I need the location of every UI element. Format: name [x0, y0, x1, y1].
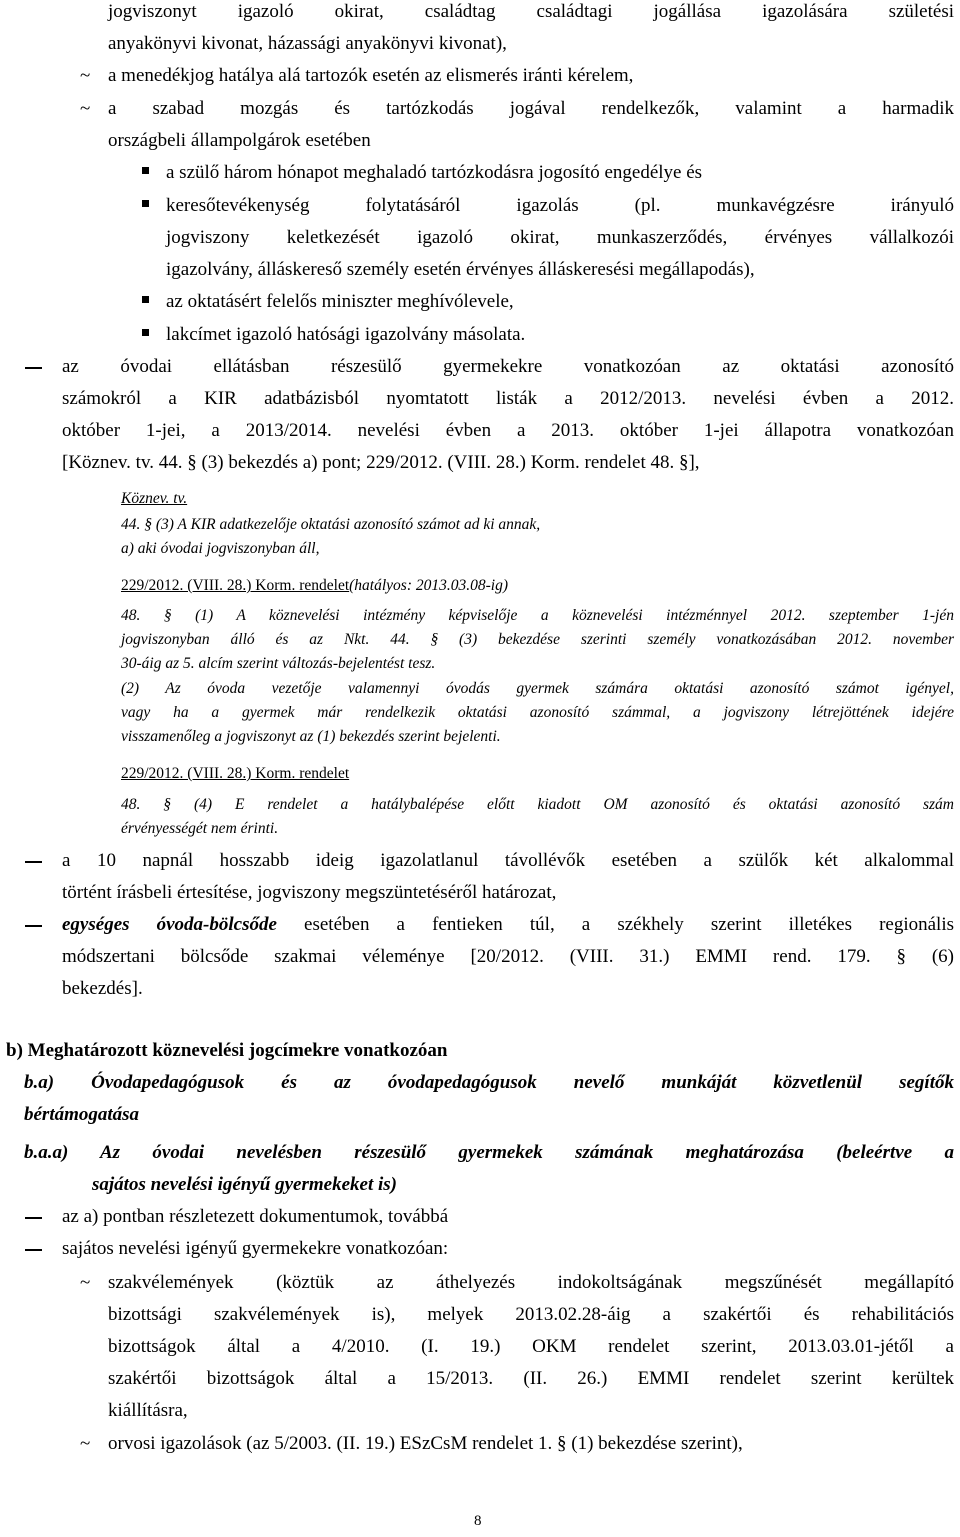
text-line: a 10 napnál hosszabb ideig igazolatlanul távollévők esetében a szülők két alkalommal	[62, 850, 954, 871]
dash-bullet	[25, 925, 42, 927]
section-heading: b) Meghatározott köznevelési jogcímekre vonatkozóan	[6, 1040, 448, 1061]
text-line: anyakönyvi kivonat, házassági anyakönyvi kivonat),	[108, 33, 507, 54]
subsubsection-heading: sajátos nevelési igényű gyermekeket is)	[92, 1174, 397, 1195]
quote-line: vagy ha a gyermek már rendelkezik oktatási azonosító számmal, a jogviszony létrejöttének idejére	[121, 704, 954, 721]
text-line: az a) pontban részletezett dokumentumok, továbbá	[62, 1206, 449, 1227]
subsection-heading: b.a) Óvodapedagógusok és az óvodapedagógusok nevelő munkáját közvetlenül segítők	[24, 1072, 954, 1093]
dash-bullet	[25, 861, 42, 863]
text-line: országbeli állampolgárok esetében	[108, 130, 371, 151]
text-line: a szabad mozgás és tartózkodás jogával rendelkezők, valamint a harmadik	[108, 98, 954, 119]
square-bullet-icon	[142, 200, 149, 207]
dash-bullet	[25, 1217, 42, 1219]
text-line: sajátos nevelési igényű gyermekekre vonatkozóan:	[62, 1238, 449, 1259]
text-line: szakértői bizottságok által a 15/2013. (II. 26.) EMMI rendelet szerint kerültek	[108, 1368, 954, 1389]
quote-line: érvényességét nem érinti.	[121, 820, 279, 837]
tilde-bullet: ~	[80, 1272, 91, 1293]
text-line: lakcímet igazoló hatósági igazolvány másolata.	[166, 324, 526, 345]
quote-line: jogviszonyban álló és az Nkt. 44. § (3) bekezdése szerinti személy vonatkozásában 2012. november	[121, 631, 954, 648]
text-line: kiállításra,	[108, 1400, 188, 1421]
text-line: [Köznev. tv. 44. § (3) bekezdés a) pont; 229/2012. (VIII. 28.) Korm. rendelet 48. §],	[62, 452, 700, 473]
text-line: történt írásbeli értesítése, jogviszony megszüntetéséről határozat,	[62, 882, 557, 903]
subsubsection-heading: b.a.a) Az óvodai nevelésben részesülő gyermekek számának meghatározása (beleértve a	[24, 1142, 954, 1163]
text-line: jogviszonyt igazoló okirat, családtag családtagi jogállása igazolására születési	[108, 1, 954, 22]
quote-line: 44. § (3) A KIR adatkezelője oktatási azonosító számot ad ki annak,	[121, 516, 541, 533]
text-span: esetében a fentieken túl, a székhely szerint illetékes regionális	[304, 914, 954, 935]
text-line	[62, 913, 954, 937]
text-line: bizottságok által a 4/2010. (I. 19.) OKM rendelet szerint, 2013.03.01-jétől a	[108, 1336, 954, 1357]
text-line: az óvodai ellátásban részesülő gyermekekre vonatkozóan az oktatási azonosító	[62, 356, 954, 377]
text-line: a szülő három hónapot meghaladó tartózkodásra jogosító engedélye és	[166, 162, 703, 183]
quote-reference: 229/2012. (VIII. 28.) Korm. rendelet	[121, 765, 350, 782]
dash-bullet	[25, 367, 42, 369]
subsection-heading: bértámogatása	[24, 1104, 140, 1125]
square-bullet-icon	[142, 329, 149, 336]
text-line: módszertani bölcsőde szakmai véleménye [20/2012. (VIII. 31.) EMMI rend. 179. § (6)	[62, 946, 954, 967]
quote-line: (2) Az óvoda vezetője valamennyi óvodás gyermek számára oktatási azonosító számot igényel,	[121, 680, 954, 697]
quote-effective: (hatályos: 2013.03.08-ig)	[349, 577, 508, 594]
quote-line: 48. § (1) A köznevelési intézmény képviselője a köznevelési intézménnyel 2012. szeptember 1-jén	[121, 607, 954, 624]
quote-reference-title: 229/2012. (VIII. 28.) Korm. rendelet	[121, 577, 350, 594]
text-line: az oktatásért felelős miniszter meghívólevele,	[166, 291, 514, 312]
quote-line: 30-áig az 5. alcím szerint változás-bejelentést tesz.	[121, 655, 436, 672]
text-line: igazolvány, álláskereső személy esetén érvényes álláskeresési megállapodás),	[166, 259, 755, 280]
quote-line: a) aki óvodai jogviszonyban áll,	[121, 540, 320, 557]
text-line: orvosi igazolások (az 5/2003. (II. 19.) ESzCsM rendelet 1. § (1) bekezdése szerint),	[108, 1433, 743, 1454]
text-line: szakvélemények (köztük az áthelyezés indokoltságának megszűnését megállapító	[108, 1272, 954, 1293]
tilde-bullet: ~	[80, 1433, 91, 1454]
dash-bullet	[25, 1249, 42, 1251]
text-line: október 1-jei, a 2013/2014. nevelési évben a 2013. október 1-jei állapotra vonatkozóan	[62, 420, 954, 441]
text-line: bizottsági szakvélemények is), melyek 2013.02.28-áig a szakértői és rehabilitációs	[108, 1304, 954, 1325]
bold-phrase: egységes óvoda-bölcsőde	[62, 914, 277, 935]
square-bullet-icon	[142, 167, 149, 174]
text-line: keresőtevékenység folytatásáról igazolás (pl. munkavégzésre irányuló	[166, 195, 954, 216]
quote-reference: Köznev. tv.	[121, 490, 188, 507]
text-line: a menedékjog hatálya alá tartozók esetén az elismerés iránti kérelem,	[108, 65, 634, 86]
text-line: számokról a KIR adatbázisból nyomtatott listák a 2012/2013. nevelési évben a 2012.	[62, 388, 954, 409]
text-line: bekezdés].	[62, 978, 143, 999]
quote-line: 48. § (4) E rendelet a hatálybalépése előtt kiadott OM azonosító és oktatási azonosító szám	[121, 796, 954, 813]
text-line: jogviszony keletkezését igazoló okirat, munkaszerződés, érvényes vállalkozói	[166, 227, 954, 248]
tilde-bullet: ~	[80, 98, 91, 119]
square-bullet-icon	[142, 296, 149, 303]
quote-reference	[121, 575, 508, 596]
quote-line: visszamenőleg a jogviszonyt az (1) bekezdés szerint bejelenti.	[121, 728, 501, 745]
page-number: 8	[474, 1513, 482, 1529]
tilde-bullet: ~	[80, 65, 91, 86]
